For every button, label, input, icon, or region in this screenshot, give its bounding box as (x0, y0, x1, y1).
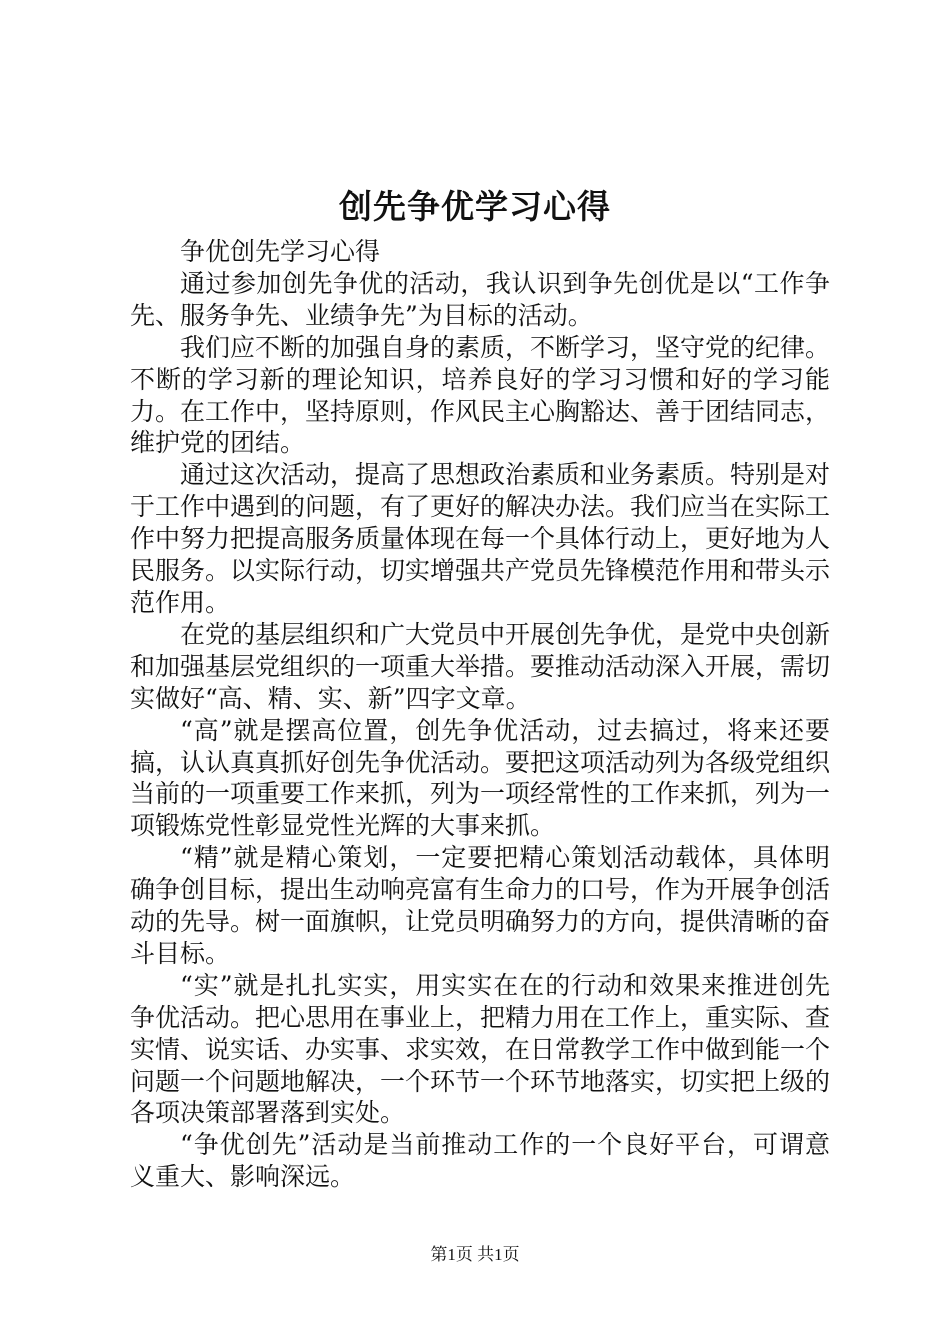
paragraph: 通过这次活动，提高了思想政治素质和业务素质。特别是对于工作中遇到的问题，有了更好的解决办法。我们应当在实际工作中努力把提高服务质量体现在每一个具体行动上，更好地为人民服务。以实际行动，切实增强共产党员先锋模范作用和带头示范作用。 (130, 460, 831, 617)
paragraph: 在党的基层组织和广大党员中开展创先争优，是党中央创新和加强基层党组织的一项重大举措。要推动活动深入开展，需切实做好“高、精、实、新”四字文章。 (130, 619, 831, 713)
paragraph: 我们应不断的加强自身的素质，不断学习，坚守党的纪律。不断的学习新的理论知识，培养良好的学习习惯和好的学习能力。在工作中，坚持原则，作风民主心胸豁达、善于团结同志，维护党的团结。 (130, 332, 831, 458)
paragraph: 通过参加创先争优的活动，我认识到争先创优是以“工作争先、服务争先、业绩争先”为目标的活动。 (130, 268, 830, 330)
paragraph: “争优创先”活动是当前推动工作的一个良好平台，可谓意义重大、影响深远。 (130, 1130, 830, 1192)
paragraph: “实”就是扎扎实实，用实实在在的行动和效果来推进创先争优活动。把心思用在事业上，把精力用在工作上，重实际、查实情、说实话、办实事、求实效，在日常教学工作中做到能一个问题一个问题地解决，一个环节一个环节地落实，切实把上级的各项决策部署落到实处。 (130, 970, 831, 1128)
paragraph: “精”就是精心策划，一定要把精心策划活动载体，具体明确争创目标，提出生动响亮富有生命力的口号，作为开展争创活动的先导。树一面旗帜，让党员明确努力的方向，提供清晰的奋斗目标。 (130, 843, 831, 968)
document-title: 创先争优学习心得 (339, 187, 611, 226)
paragraph: “高”就是摆高位置，创先争优活动，过去搞过，将来还要搞，认认真真抓好创先争优活动。要把这项活动列为各级党组织当前的一项重要工作来抓，列为一项经常性的工作来抓，列为一项锻炼党性彰显党性光辉的大事来抓。 (130, 715, 831, 841)
document-body (130, 236, 830, 1193)
paragraph-subtitle: 争优创先学习心得 (180, 237, 381, 266)
page-footer: 第1页 共1页 (430, 1245, 520, 1264)
